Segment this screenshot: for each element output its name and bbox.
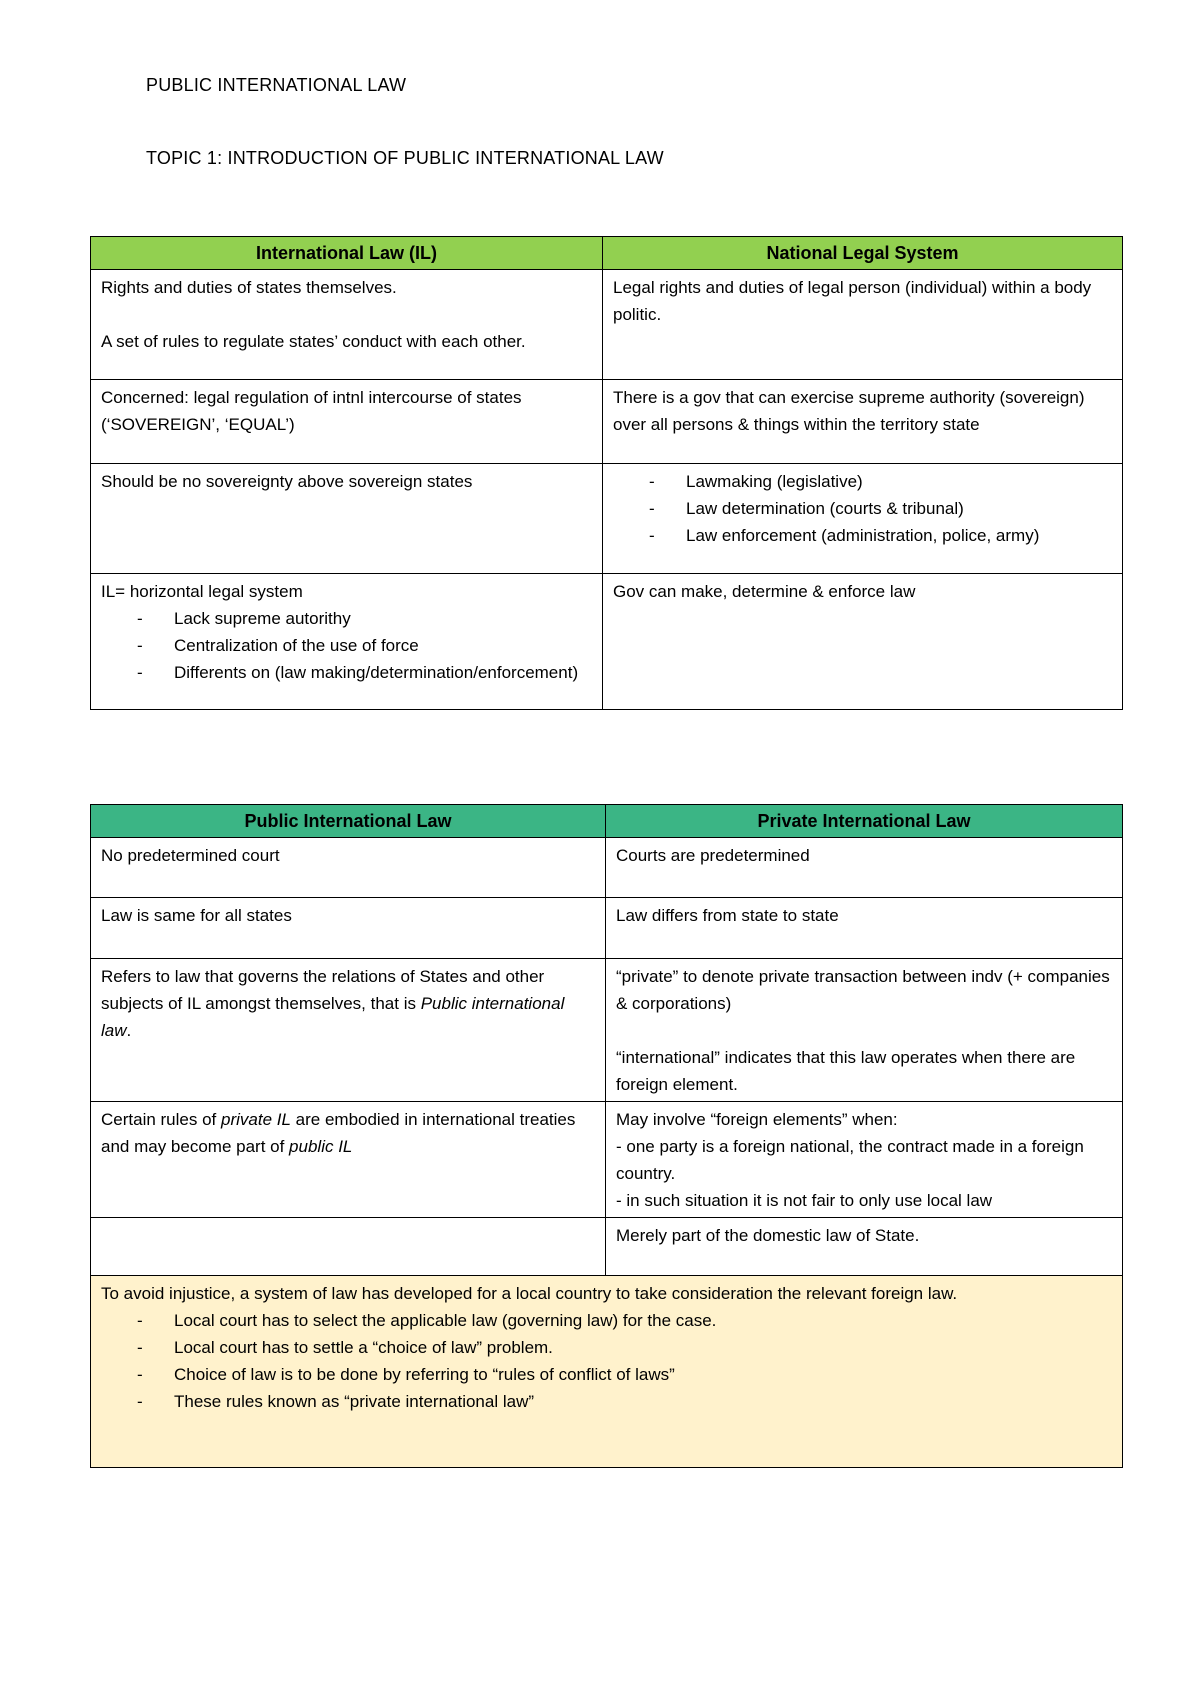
table-row: [91, 1102, 1123, 1218]
column-header: International Law (IL): [91, 237, 603, 270]
cell-text: Concerned: legal regulation of intnl intercourse of states (‘SOVEREIGN’, ‘EQUAL’): [101, 388, 522, 434]
text-run-italic: public IL: [289, 1137, 353, 1156]
table-row: [91, 270, 1123, 380]
cell-text: No predetermined court: [101, 846, 280, 865]
cell-text: “private” to denote private transaction between indv (+ companies & corporations): [616, 967, 1110, 1013]
table-cell: [91, 959, 606, 1102]
comparison-table-public-vs-private: [90, 804, 1123, 1468]
table-cell: [606, 959, 1123, 1102]
table-cell: [603, 574, 1123, 710]
text-run: Certain rules of: [101, 1110, 221, 1129]
text-run-italic: Public international law: [101, 994, 565, 1040]
table-row: [91, 959, 1123, 1102]
list-item: - These rules known as “private international law”: [101, 1388, 1112, 1415]
table-header-row: [91, 237, 1123, 270]
note-text: To avoid injustice, a system of law has developed for a local country to take consideration the relevant foreign law.: [101, 1284, 958, 1303]
table-cell: [91, 464, 603, 574]
table-cell: [91, 898, 606, 959]
table-cell: [91, 270, 603, 380]
list-item: - Local court has to settle a “choice of law” problem.: [101, 1334, 1112, 1361]
cell-text: Rights and duties of states themselves.: [101, 278, 397, 297]
table-row: [91, 464, 1123, 574]
table-cell: [91, 1102, 606, 1218]
list-item: - Lack supreme autorithy: [101, 605, 592, 632]
topic-heading: TOPIC 1: INTRODUCTION OF PUBLIC INTERNATIONAL LAW: [146, 148, 664, 168]
cell-text: Gov can make, determine & enforce law: [613, 582, 916, 601]
cell-text: [101, 963, 595, 1044]
list-item: - Centralization of the use of force: [101, 632, 592, 659]
list-item: - Differents on (law making/determination/enforcement): [101, 659, 592, 686]
cell-text: There is a gov that can exercise supreme authority (sovereign) over all persons & things within the territory state: [613, 388, 1085, 434]
cell-text: May involve “foreign elements” when:: [616, 1110, 898, 1129]
table-row: [91, 1218, 1123, 1276]
comparison-table-il-vs-national: [90, 236, 1123, 710]
cell-text: IL= horizontal legal system: [101, 582, 303, 601]
table-row: [91, 1276, 1123, 1468]
table-cell: [606, 1102, 1123, 1218]
cell-text: “international” indicates that this law operates when there are foreign element.: [616, 1048, 1076, 1094]
cell-text: Should be no sovereignty above sovereign states: [101, 472, 473, 491]
cell-text: Merely part of the domestic law of State.: [616, 1226, 920, 1245]
text-run-italic: private IL: [221, 1110, 291, 1129]
bullet-list: [101, 1307, 1112, 1415]
column-header: Public International Law: [91, 805, 606, 838]
table-cell: [603, 270, 1123, 380]
note-cell: [91, 1276, 1123, 1468]
table-cell: [91, 574, 603, 710]
list-item: - Law determination (courts & tribunal): [613, 495, 1112, 522]
cell-text: Law is same for all states: [101, 906, 292, 925]
table-cell: [91, 838, 606, 898]
cell-text: - one party is a foreign national, the contract made in a foreign country.: [616, 1137, 1084, 1183]
text-run: Refers to law that governs the relations of States and other subjects of IL amongst themselves, that is: [101, 967, 545, 1013]
list-item: - Local court has to select the applicable law (governing law) for the case.: [101, 1307, 1112, 1334]
cell-text: Legal rights and duties of legal person (individual) within a body politic.: [613, 278, 1092, 324]
cell-text: - in such situation it is not fair to only use local law: [616, 1191, 993, 1210]
cell-text: Law differs from state to state: [616, 906, 839, 925]
table-header-row: [91, 805, 1123, 838]
table-cell: [606, 898, 1123, 959]
cell-text: Courts are predetermined: [616, 846, 810, 865]
list-item: - Law enforcement (administration, police, army): [613, 522, 1112, 549]
table-cell: [603, 464, 1123, 574]
table-row: [91, 380, 1123, 464]
text-run: are embodied in international treaties and may become part of: [101, 1110, 576, 1156]
table-row: [91, 574, 1123, 710]
list-item: - Choice of law is to be done by referring to “rules of conflict of laws”: [101, 1361, 1112, 1388]
cell-text: [101, 1106, 595, 1160]
table-cell: [606, 838, 1123, 898]
table-cell: [91, 1218, 606, 1276]
bullet-list: [613, 468, 1112, 549]
table-cell: [606, 1218, 1123, 1276]
bullet-list: [101, 605, 592, 686]
column-header: Private International Law: [606, 805, 1123, 838]
cell-text: A set of rules to regulate states’ conduct with each other.: [101, 332, 526, 351]
table-row: [91, 898, 1123, 959]
document-title: PUBLIC INTERNATIONAL LAW: [146, 75, 407, 95]
column-header: National Legal System: [603, 237, 1123, 270]
text-run: .: [126, 1021, 132, 1040]
list-item: - Lawmaking (legislative): [613, 468, 1112, 495]
table-row: [91, 838, 1123, 898]
table-cell: [91, 380, 603, 464]
table-cell: [603, 380, 1123, 464]
